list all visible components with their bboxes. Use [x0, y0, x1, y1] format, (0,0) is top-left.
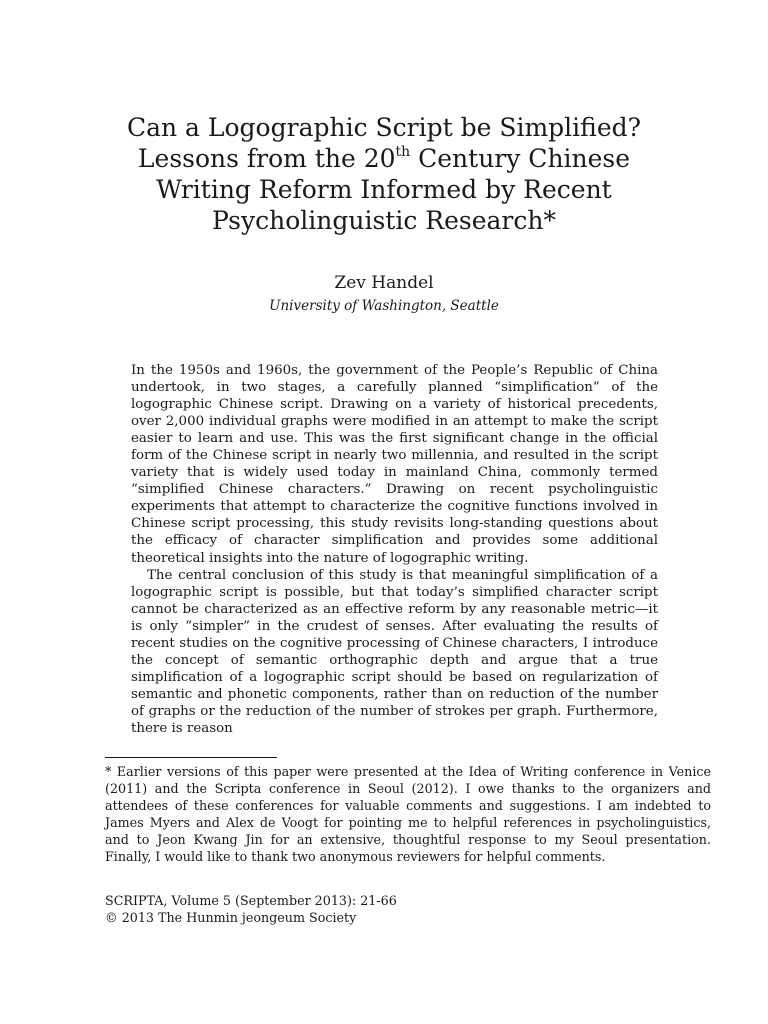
title-line-1: Can a Logographic Script be Simplified? — [126, 113, 642, 142]
footnote-divider — [105, 757, 277, 758]
footnote: * Earlier versions of this paper were presented at the Idea of Writing conference in Venice (2011) and the Scripta conference in Seoul (2012). I owe thanks to the organizers and attendees of these conferences for valuable comments and suggestions. I am indebted to James Myers and Alex de Voogt for pointing me to helpful references in psycholinguistics, and to Jeon Kwang Jin for an extensive, thoughtful response to my Seoul presentation. Finally, I would like to thank two anonymous reviewers for helpful comments. — [105, 764, 711, 864]
copyright-notice: © 2013 The Hunmin jeongeum Society — [105, 910, 357, 925]
paper-title — [90, 112, 678, 236]
publication-info — [105, 892, 605, 926]
author-affiliation: University of Washington, Seattle — [269, 298, 499, 314]
abstract-paragraph-2: The central conclusion of this study is that meaningful simplification of a logographic script is possible, but that today’s simplified character script cannot be characterized as an effective reform by any reasonable metric—it is only “simpler” in the crudest of senses. After evaluating the results of recent studies on the cognitive processing of Chinese characters, I introduce the concept of semantic orthographic depth and argue that a true simplification of a logographic script should be based on regularization of semantic and phonetic components, rather than on reduction of the number of graphs or the reduction of the number of strokes per graph. Furthermore, there is reason — [131, 567, 658, 736]
title-line-2-end: Century Chinese — [410, 144, 631, 173]
title-line-4: Psycholinguistic Research* — [212, 206, 556, 235]
abstract-paragraph-1: In the 1950s and 1960s, the government of the People’s Republic of China undertook, in two stages, a carefully planned “simplification” of the logographic Chinese script. Drawing on a variety of historical precedents, over 2,000 individual graphs were modified in an attempt to make the script easier to learn and use. This was the first significant change in the official form of the Chinese script in nearly two millennia, and resulted in the script variety that is widely used today in mainland China, commonly termed “simplified Chinese characters.” Drawing on recent psycholinguistic experiments that attempt to characterize the cognitive functions involved in Chinese script processing, this study revisits long-standing questions about the efficacy of character simplification and provides some additional theoretical insights into the nature of logographic writing. — [131, 363, 658, 566]
author-name: Zev Handel — [334, 273, 434, 293]
title-line-3: Writing Reform Informed by Recent — [156, 175, 612, 204]
journal-citation: SCRIPTA, Volume 5 (September 2013): 21-66 — [105, 893, 397, 908]
title-superscript: th — [395, 144, 411, 160]
abstract — [131, 362, 658, 737]
title-line-2-start: Lessons from the 20 — [137, 144, 396, 173]
